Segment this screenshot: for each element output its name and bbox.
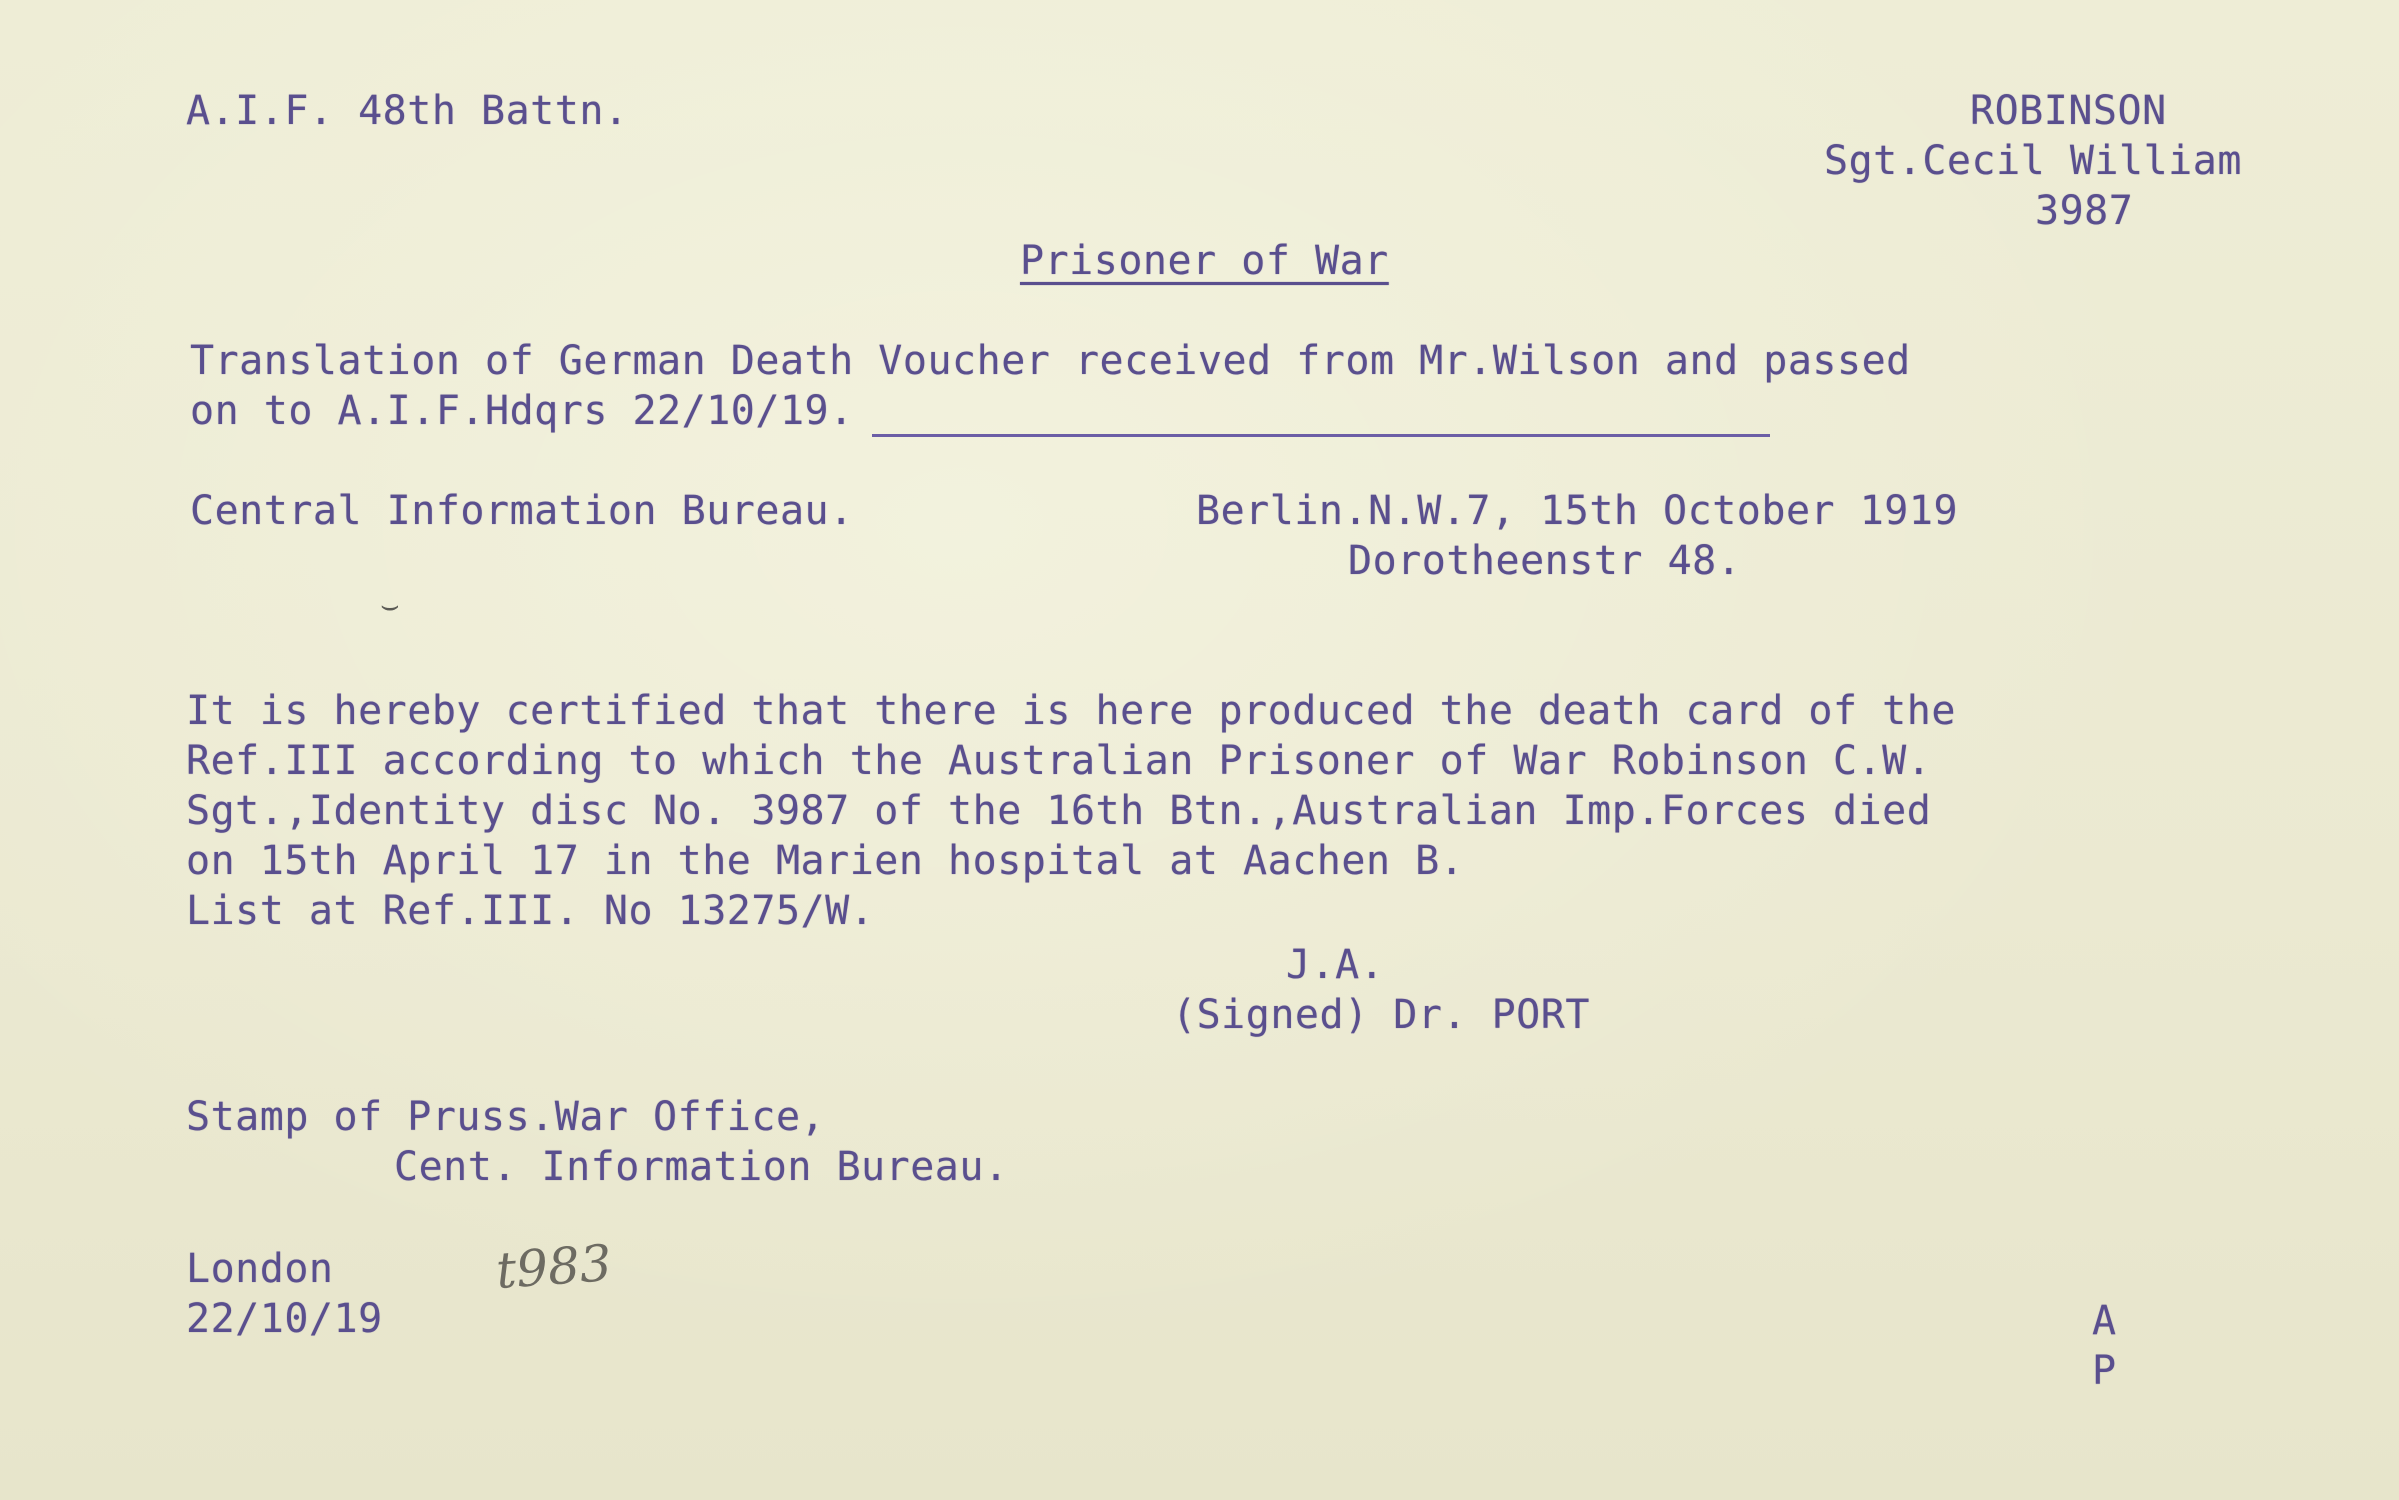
signature-initials: J.A. [1286, 942, 1385, 988]
intro-line-2: on to A.I.F.Hdqrs 22/10/19. [190, 388, 854, 434]
body-line-1: It is hereby certified that there is here produced the death card of the [186, 688, 1956, 734]
signature-signed: (Signed) Dr. PORT [1172, 992, 1590, 1038]
document-title: Prisoner of War [1020, 238, 1389, 284]
stamp-line-2: Cent. Information Bureau. [394, 1144, 1009, 1190]
unit-label: A.I.F. 48th Battn. [186, 88, 629, 134]
intro-underline [872, 434, 1770, 437]
handwritten-reference: t983 [494, 1234, 614, 1300]
body-line-4: on 15th April 17 in the Marien hospital at Aachen B. [186, 838, 1465, 884]
bureau-name: Central Information Bureau. [190, 488, 854, 534]
body-line-3: Sgt.,Identity disc No. 3987 of the 16th Btn.,Australian Imp.Forces died [186, 788, 1932, 834]
service-number: 3987 [2035, 188, 2134, 234]
bureau-place-date: Berlin.N.W.7, 15th October 1919 [1196, 488, 1959, 534]
body-line-2: Ref.III according to which the Australian Prisoner of War Robinson C.W. [186, 738, 1932, 784]
bureau-street: Dorotheenstr 48. [1348, 538, 1742, 584]
body-line-5: List at Ref.III. No 13275/W. [186, 888, 875, 934]
footer-place: London [186, 1246, 334, 1292]
initial-a: A [2092, 1298, 2117, 1344]
pencil-mark: ⌣ [380, 588, 400, 623]
surname-label: ROBINSON [1970, 88, 2167, 134]
initial-p: P [2092, 1348, 2117, 1394]
soldier-name: Sgt.Cecil William [1824, 138, 2242, 184]
intro-line-1: Translation of German Death Voucher received from Mr.Wilson and passed [190, 338, 1911, 384]
footer-date: 22/10/19 [186, 1296, 383, 1342]
stamp-line-1: Stamp of Pruss.War Office, [186, 1094, 826, 1140]
